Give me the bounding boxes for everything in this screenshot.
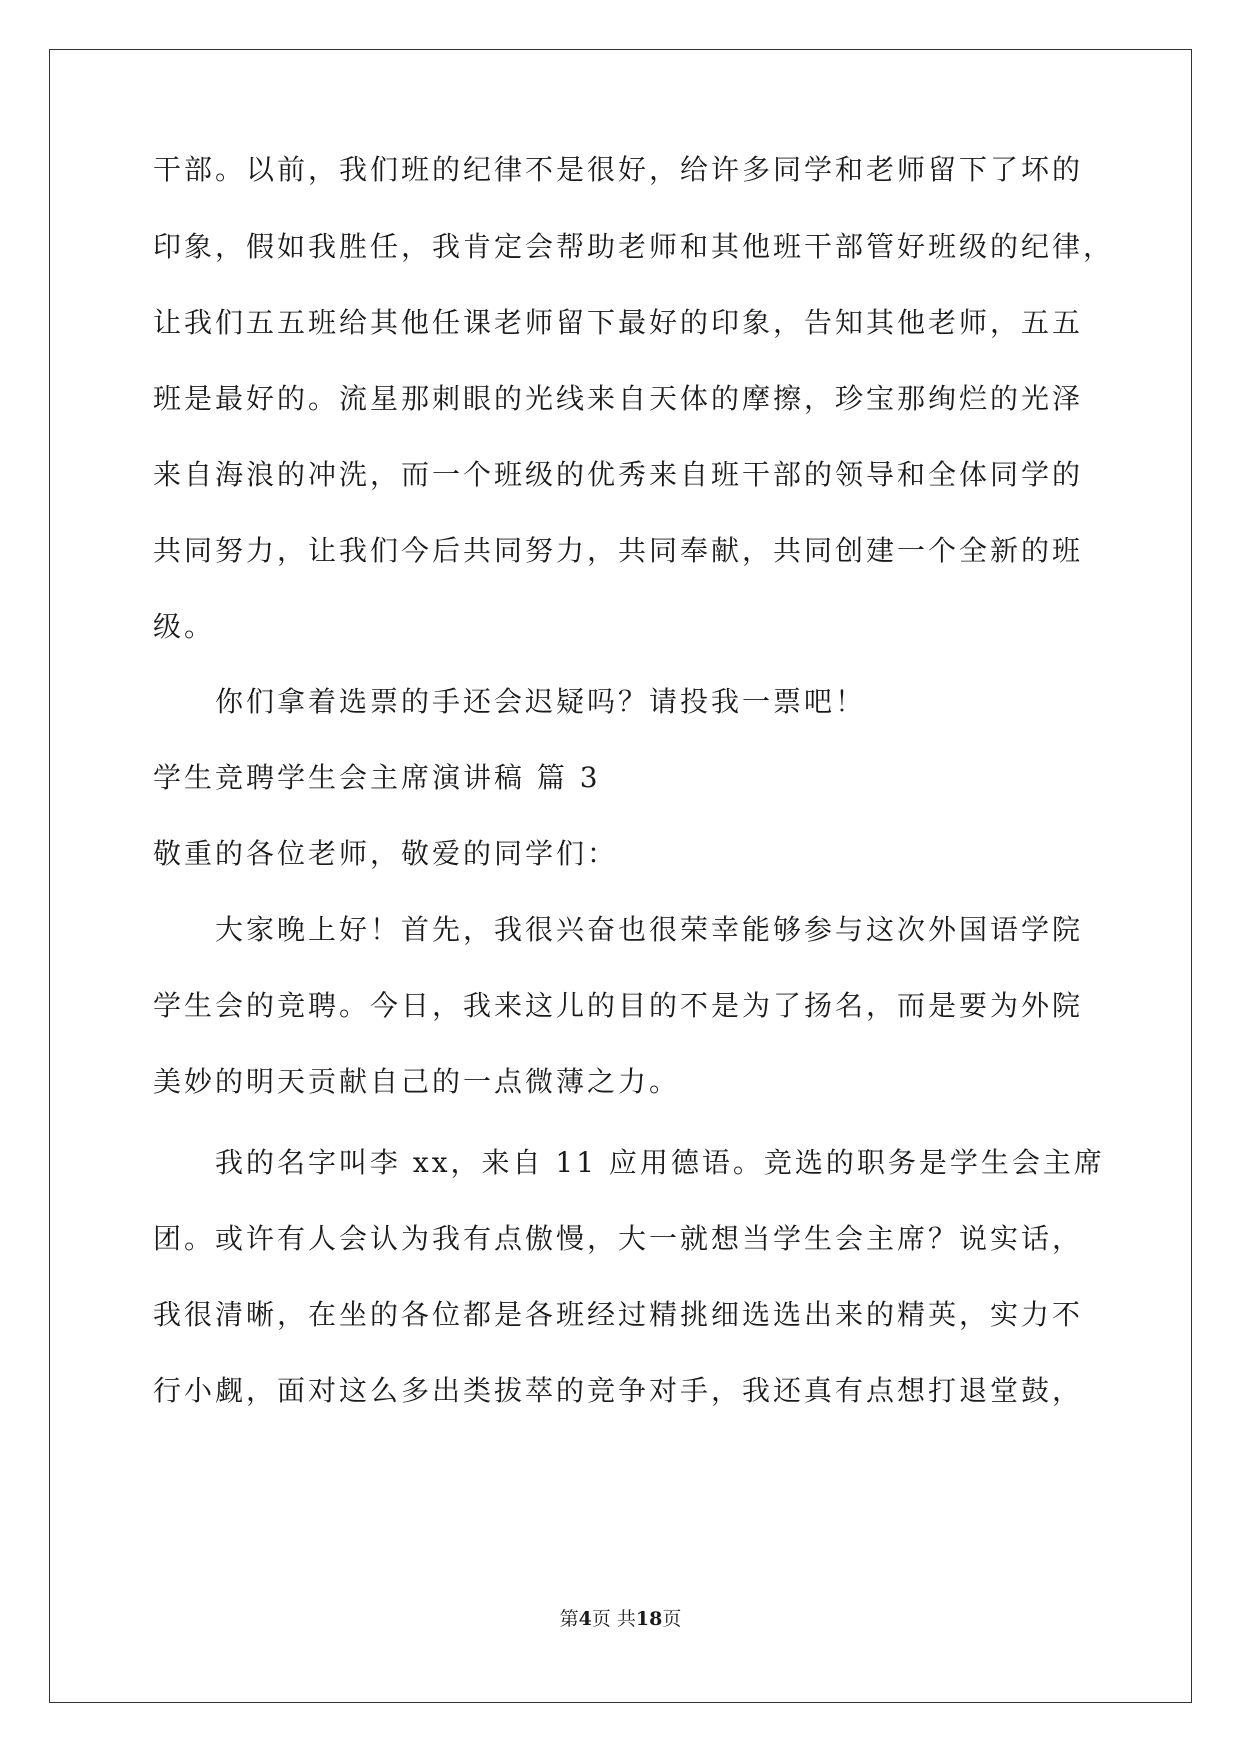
- paragraph-line: 班是最好的。流星那刺眼的光线来自天体的摩擦，珍宝那绚烂的光泽: [153, 382, 1084, 415]
- paragraph-line: 团。或许有人会认为我有点傲慢，大一就想当学生会主席？说实话，: [153, 1222, 1084, 1255]
- section-heading: 学生竞聘学生会主席演讲稿 篇 3: [153, 761, 601, 794]
- paragraph-line: 共同努力，让我们今后共同努力，共同奉献，共同创建一个全新的班: [153, 534, 1084, 567]
- paragraph-line: 学生会的竞聘。今日，我来这儿的目的不是为了扬名，而是要为外院: [153, 989, 1084, 1022]
- salutation: 敬重的各位老师，敬爱的同学们：: [153, 837, 619, 870]
- paragraph-line: 美妙的明天贡献自己的一点微薄之力。: [153, 1065, 681, 1098]
- paragraph-line: 级。: [153, 610, 216, 643]
- paragraph-line: 来自海浪的冲洗，而一个班级的优秀来自班干部的领导和全体同学的: [153, 458, 1084, 491]
- page-border: [49, 49, 1192, 1703]
- page-footer: [0, 1606, 1241, 1632]
- footer-prefix: 第: [559, 1608, 579, 1630]
- paragraph-line: 印象，假如我胜任，我肯定会帮助老师和其他班干部管好班级的纪律，: [153, 230, 1115, 263]
- paragraph-line: 让我们五五班给其他任课老师留下最好的印象，告知其他老师，五五: [153, 306, 1084, 339]
- page-total: 18: [635, 1608, 663, 1630]
- paragraph-line: 我的名字叫李 xx，来自 11 应用德语。竞选的职务是学生会主席: [215, 1146, 1105, 1179]
- paragraph-line: 行小觑，面对这么多出类拔萃的竞争对手，我还真有点想打退堂鼓，: [153, 1374, 1084, 1407]
- paragraph-line: 你们拿着选票的手还会迟疑吗？请投我一票吧！: [215, 685, 867, 718]
- paragraph-line: 我很清晰，在坐的各位都是各班经过精挑细选选出来的精英，实力不: [153, 1298, 1084, 1331]
- paragraph-line: 干部。以前，我们班的纪律不是很好，给许多同学和老师留下了坏的: [153, 153, 1084, 186]
- paragraph-line: 大家晚上好！首先，我很兴奋也很荣幸能够参与这次外国语学院: [215, 913, 1084, 946]
- footer-suffix: 页: [662, 1608, 682, 1630]
- footer-mid: 页 共: [591, 1608, 636, 1630]
- page-number: 4: [578, 1608, 592, 1630]
